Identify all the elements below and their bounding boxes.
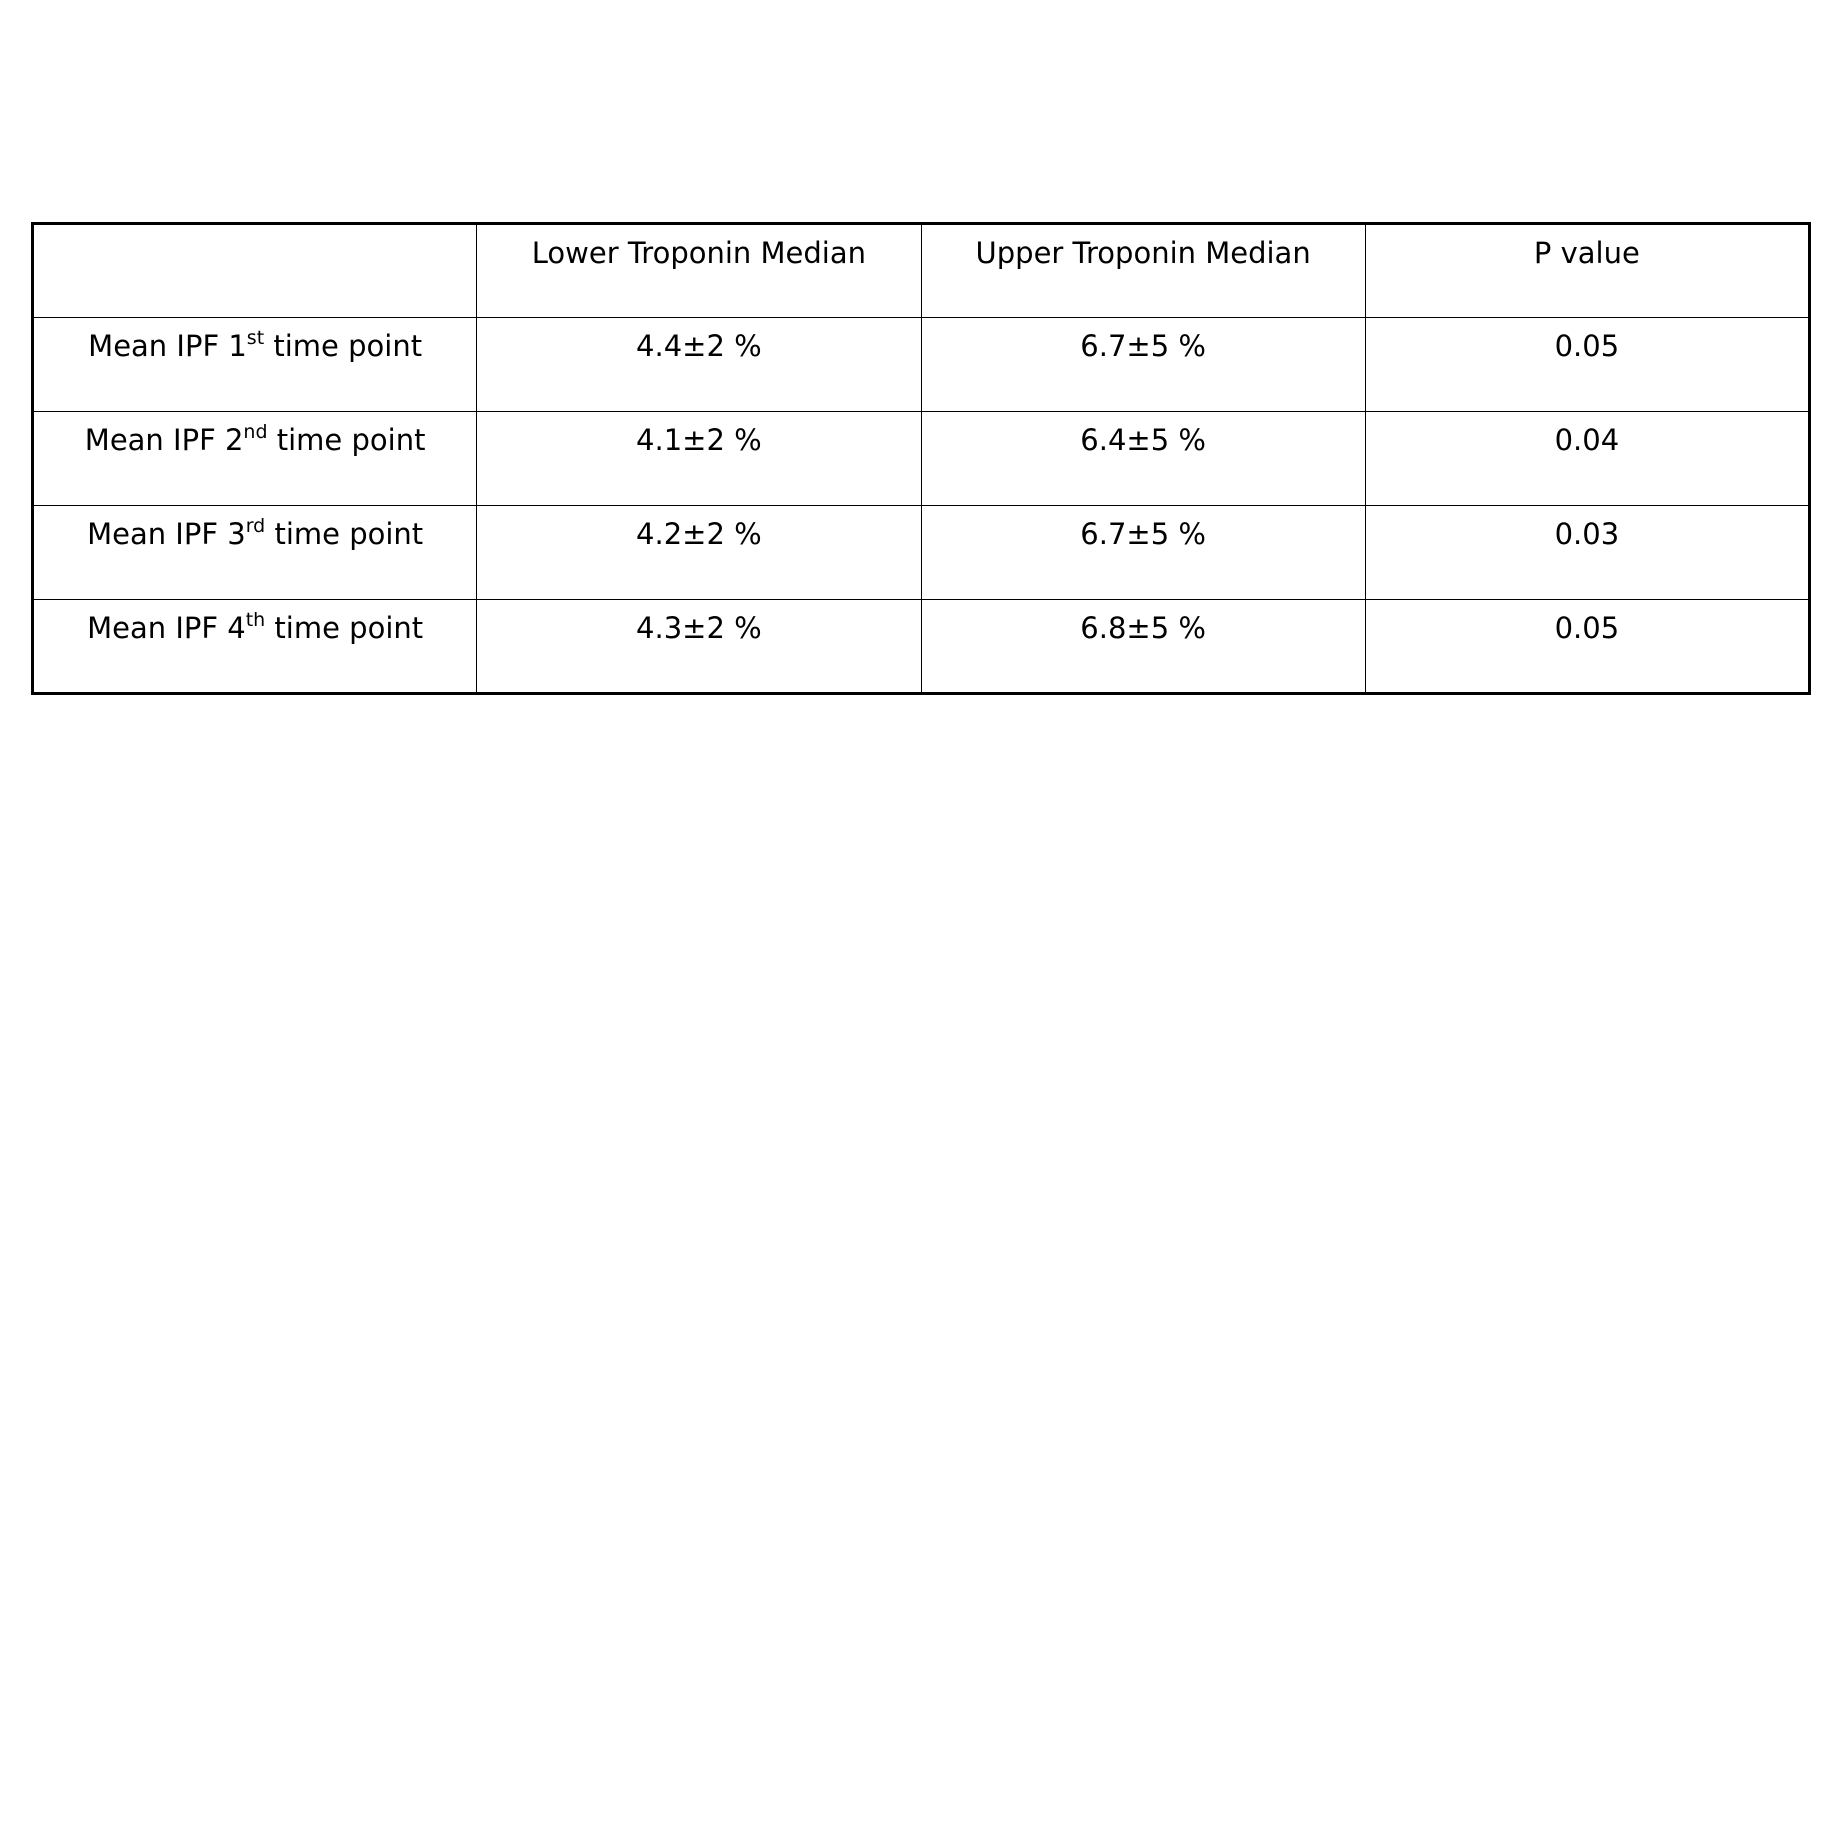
lower-troponin-cell: 4.4±2 % [477, 318, 921, 412]
results-table [31, 222, 1811, 695]
row-label-cell [33, 600, 477, 694]
p-value-cell: 0.03 [1365, 506, 1809, 600]
row-label-suffix: time point [265, 611, 424, 645]
row-label-prefix: Mean IPF 2 [84, 423, 244, 457]
row-label-cell [33, 506, 477, 600]
table-row [33, 506, 1810, 600]
table-row [33, 412, 1810, 506]
row-label-prefix: Mean IPF 1 [88, 329, 247, 363]
p-value-cell: 0.05 [1365, 318, 1809, 412]
header-row [33, 224, 1810, 318]
row-label-suffix: time point [265, 517, 424, 551]
row-label-superscript: nd [243, 421, 268, 443]
upper-troponin-cell: 6.7±5 % [921, 318, 1365, 412]
header-cell-lower-troponin: Lower Troponin Median [477, 224, 921, 318]
row-label-cell [33, 412, 477, 506]
row-label-superscript: th [245, 609, 266, 631]
row-label-superscript: st [246, 327, 265, 349]
row-label-prefix: Mean IPF 4 [87, 611, 246, 645]
upper-troponin-cell: 6.7±5 % [921, 506, 1365, 600]
p-value-cell: 0.04 [1365, 412, 1809, 506]
lower-troponin-cell: 4.3±2 % [477, 600, 921, 694]
header-cell-empty [33, 224, 477, 318]
header-cell-upper-troponin: Upper Troponin Median [921, 224, 1365, 318]
row-label-suffix: time point [264, 329, 423, 363]
table-row [33, 600, 1810, 694]
row-label-prefix: Mean IPF 3 [87, 517, 246, 551]
lower-troponin-cell: 4.1±2 % [477, 412, 921, 506]
lower-troponin-cell: 4.2±2 % [477, 506, 921, 600]
table-row [33, 318, 1810, 412]
p-value-cell: 0.05 [1365, 600, 1809, 694]
upper-troponin-cell: 6.4±5 % [921, 412, 1365, 506]
row-label-cell [33, 318, 477, 412]
header-cell-p-value: P value [1365, 224, 1809, 318]
upper-troponin-cell: 6.8±5 % [921, 600, 1365, 694]
row-label-superscript: rd [245, 515, 266, 537]
row-label-suffix: time point [267, 423, 426, 457]
